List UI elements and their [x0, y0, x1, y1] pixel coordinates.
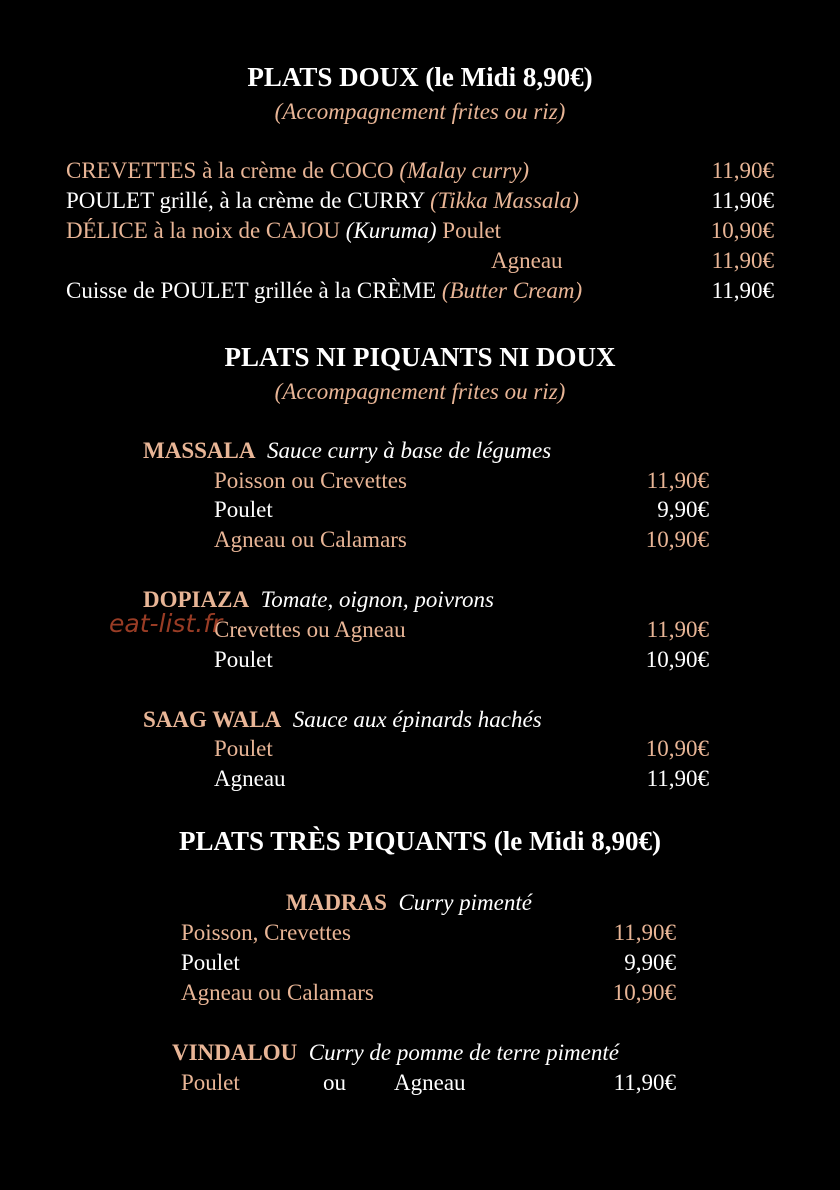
- menu-item-price: 10,90€: [645, 647, 709, 672]
- menu-item-name: Poulet: [214, 497, 273, 522]
- section-title-plats-ni-piquants: PLATS NI PIQUANTS NI DOUX: [224, 342, 616, 372]
- menu-item-price: 11,90€: [613, 1070, 676, 1095]
- menu-item-price: 10,90€: [710, 218, 774, 243]
- menu-item-price: 9,90€: [624, 950, 676, 975]
- menu-item-name: Poisson ou Crevettes: [214, 468, 407, 493]
- menu-item-separator: ou: [323, 1070, 346, 1095]
- menu-item-price: 11,90€: [711, 158, 774, 183]
- menu-item-name: Agneau: [214, 766, 286, 791]
- menu-item-price: 11,90€: [646, 617, 709, 642]
- menu-item-name: DÉLICE à la noix de CAJOU (Kuruma) Poulet: [66, 218, 502, 243]
- menu-item-name: Cuisse de POULET grillée à la CRÈME (Butter Cream): [66, 278, 583, 303]
- menu-item-name: Poulet: [214, 736, 273, 761]
- dish-group-header: SAAG WALA Sauce aux épinards hachés: [143, 707, 542, 732]
- menu-item-price: 11,90€: [711, 248, 774, 273]
- menu-item-name: Agneau ou Calamars: [214, 527, 407, 552]
- menu-item-price: 11,90€: [646, 766, 709, 791]
- menu-item-price: 10,90€: [645, 736, 709, 761]
- menu-item-name: CREVETTES à la crème de COCO (Malay curry): [66, 158, 530, 183]
- watermark: eat-list.fr: [109, 609, 223, 638]
- dish-group-header: VINDALOU Curry de pomme de terre pimenté: [172, 1040, 619, 1065]
- menu-item-name: Poulet: [181, 950, 240, 975]
- menu-item-price: 11,90€: [646, 468, 709, 493]
- menu-item-name: Poulet: [214, 647, 273, 672]
- menu-item-price: 11,90€: [711, 278, 774, 303]
- menu-item-price: 10,90€: [645, 527, 709, 552]
- menu-item-price: 10,90€: [612, 980, 676, 1005]
- menu-item-name: Agneau: [491, 248, 563, 273]
- menu-item-name: POULET grillé, à la crème de CURRY (Tikka Massala): [66, 188, 579, 213]
- dish-group-header: MADRAS Curry pimenté: [286, 890, 532, 915]
- menu-item-price: 9,90€: [657, 497, 709, 522]
- section-title-plats-tres-piquants: PLATS TRÈS PIQUANTS (le Midi 8,90€): [178, 826, 662, 856]
- section-subtitle: (Accompagnement frites ou riz): [274, 99, 566, 124]
- menu-item-name: Poulet: [181, 1070, 240, 1095]
- dish-group-header: MASSALA Sauce curry à base de légumes: [143, 438, 552, 463]
- menu-item-name: Agneau: [394, 1070, 466, 1095]
- dish-group-header: DOPIAZA Tomate, oignon, poivrons: [143, 587, 494, 612]
- menu-item-name: Crevettes ou Agneau: [214, 617, 406, 642]
- menu-item-price: 11,90€: [613, 920, 676, 945]
- section-subtitle: (Accompagnement frites ou riz): [274, 379, 566, 404]
- menu-item-name: Agneau ou Calamars: [181, 980, 374, 1005]
- menu-item-name: Poisson, Crevettes: [181, 920, 351, 945]
- menu-item-price: 11,90€: [711, 188, 774, 213]
- section-title-plats-doux: PLATS DOUX (le Midi 8,90€): [247, 62, 593, 92]
